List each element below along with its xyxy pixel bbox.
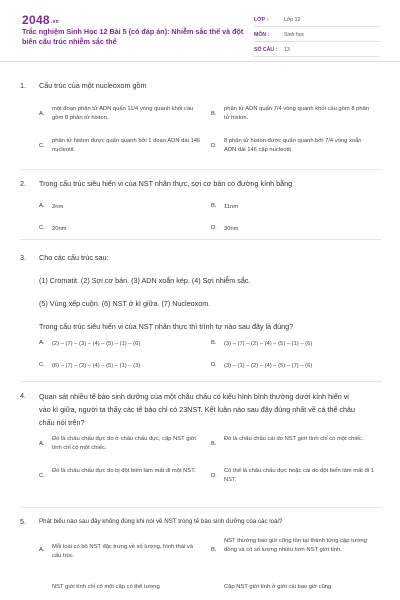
option-d[interactable]: D. (3) – (1) – (2) – (4) – (5) – (7) – (6) — [211, 362, 313, 369]
question-prompt: Trong cấu trúc siêu hiển vi của NST nhân thực thì trình tự nào sau đây là đúng? — [39, 322, 294, 331]
option-b[interactable]: B. phân tử ADN quấn 7/4 vòng quanh khối cầu gồm 8 phân tử histon. — [211, 106, 370, 121]
document-header — [0, 0, 400, 62]
question-1 — [20, 80, 382, 170]
page-title: Trắc nghiệm Sinh Học 12 Bài 5 (có đáp án): Nhiễm sắc thể và đột biến cấu trúc nhiễm sắc thể — [22, 27, 244, 46]
meta-label: LỚP : — [254, 17, 269, 23]
options — [39, 91, 382, 161]
options — [39, 429, 382, 499]
meta-value: Lớp 12 — [284, 17, 301, 23]
option-d[interactable]: D. 30nm — [211, 225, 239, 232]
question-text: Phát biểu nào sau đây không đúng khi nói về NST trong tế bào sinh dưỡng của các loài? — [39, 518, 283, 525]
question-number: 4. — [20, 391, 26, 400]
option-a[interactable]: A. một đoạn phân tử ADN quấn 11/4 vòng quanh khối cầu gồm 8 phân tử histon. — [39, 106, 194, 121]
question-number: 5. — [20, 517, 26, 526]
meta-row-subject — [254, 29, 380, 42]
option-a[interactable]: A. (2) – (7) – (3) – (4) – (5) – (1) – (6) — [39, 340, 141, 347]
question-4 — [20, 390, 382, 508]
option-a[interactable]: A. Đó là châu chấu đực do ở châu chấu đực, cặp NST giới tính chỉ có một chiếc. — [39, 436, 196, 451]
option-c[interactable]: C. 20nm — [39, 225, 67, 232]
option-b[interactable]: B. 11nm — [211, 203, 239, 210]
option-d[interactable]: Cặp NST giới tính ở giới cái bao giờ cũng — [224, 584, 332, 590]
option-b[interactable]: B. (3) – (7) – (2) – (4) – (5) – (1) – (6) — [211, 340, 313, 347]
structure-list-line-1: (1) Cromatit. (2) Sợi cơ bản. (3) ADN xoắn kép. (4) Sợi nhiễm sắc. — [39, 276, 251, 285]
question-number: 3. — [20, 253, 26, 262]
option-c[interactable]: C. phân tử histon được quấn quanh bởi 1 đoạn ADN dài 146 nucleotit. — [39, 138, 201, 153]
question-number: 1. — [20, 81, 26, 90]
option-a[interactable]: A. 2nm — [39, 203, 64, 210]
meta-row-count — [254, 44, 380, 57]
meta-value: Sinh học — [284, 32, 305, 38]
option-b[interactable]: B. NST thường bao giờ cũng tồn tại thành từng cặp tương đồng và có số lượng nhiều hơn NST giới tính. — [211, 538, 367, 553]
question-text: Cấu trúc của một nucleoxom gồm — [39, 81, 147, 90]
structure-list-line-2: (5) Vùng xếp cuộn. (6) NST ở kì giữa. (7) Nucleoxom. — [39, 299, 211, 308]
question-text: Quan sát nhiều tế bào sinh dưỡng của một châu chấu có kiểu hình bình thường dưới kính hiển vi vào kì giữa, người ta thấy các tế bào chỉ có 23NST. Kết luận nào sau đây đúng nhất về cá thể châu chấu nói trên? — [39, 392, 356, 427]
question-2 — [20, 178, 382, 240]
site-logo[interactable]: 2048.vn — [22, 13, 60, 27]
option-b[interactable]: B. Đó là châu chấu cái do NST giới tính chỉ có một chiếc. — [211, 436, 364, 447]
option-c[interactable]: C. (6) – (7) – (2) – (4) – (5) – (1) – (3) — [39, 362, 141, 369]
question-number: 2. — [20, 179, 26, 188]
meta-row-class — [254, 14, 380, 27]
options — [39, 527, 382, 597]
option-a[interactable]: A. Mỗi loài có bộ NST đặc trưng về số lượng, hình thái và cấu trúc. — [39, 544, 193, 559]
option-c[interactable]: C. Đó là châu chấu đực do bị đột biến làm mất đi một NST. — [39, 468, 196, 479]
meta-label: MÔN : — [254, 32, 270, 38]
meta-label: SỐ CÂU : — [254, 47, 278, 53]
option-d[interactable]: D. Có thể là châu chấu đực hoặc cái do đột biến làm mất đi 1 NST. — [211, 468, 374, 483]
question-5 — [20, 516, 382, 600]
option-d[interactable]: D. 8 phân tử histon được quấn quanh bởi 7/4 vòng xoắn ADN dài 146 cặp nucleotit — [211, 138, 362, 153]
option-c[interactable]: NST giới tính chỉ có một cặp có thể tương — [52, 584, 160, 590]
meta-value: 13 — [284, 47, 290, 53]
options — [39, 189, 382, 234]
question-3 — [20, 252, 382, 382]
question-text: Trong cấu trúc siêu hiển vi của NST nhân thực, sợi cơ bản có đường kính bằng — [39, 179, 293, 188]
question-text: Cho các cấu trúc sau: — [39, 253, 109, 262]
options — [39, 332, 382, 372]
